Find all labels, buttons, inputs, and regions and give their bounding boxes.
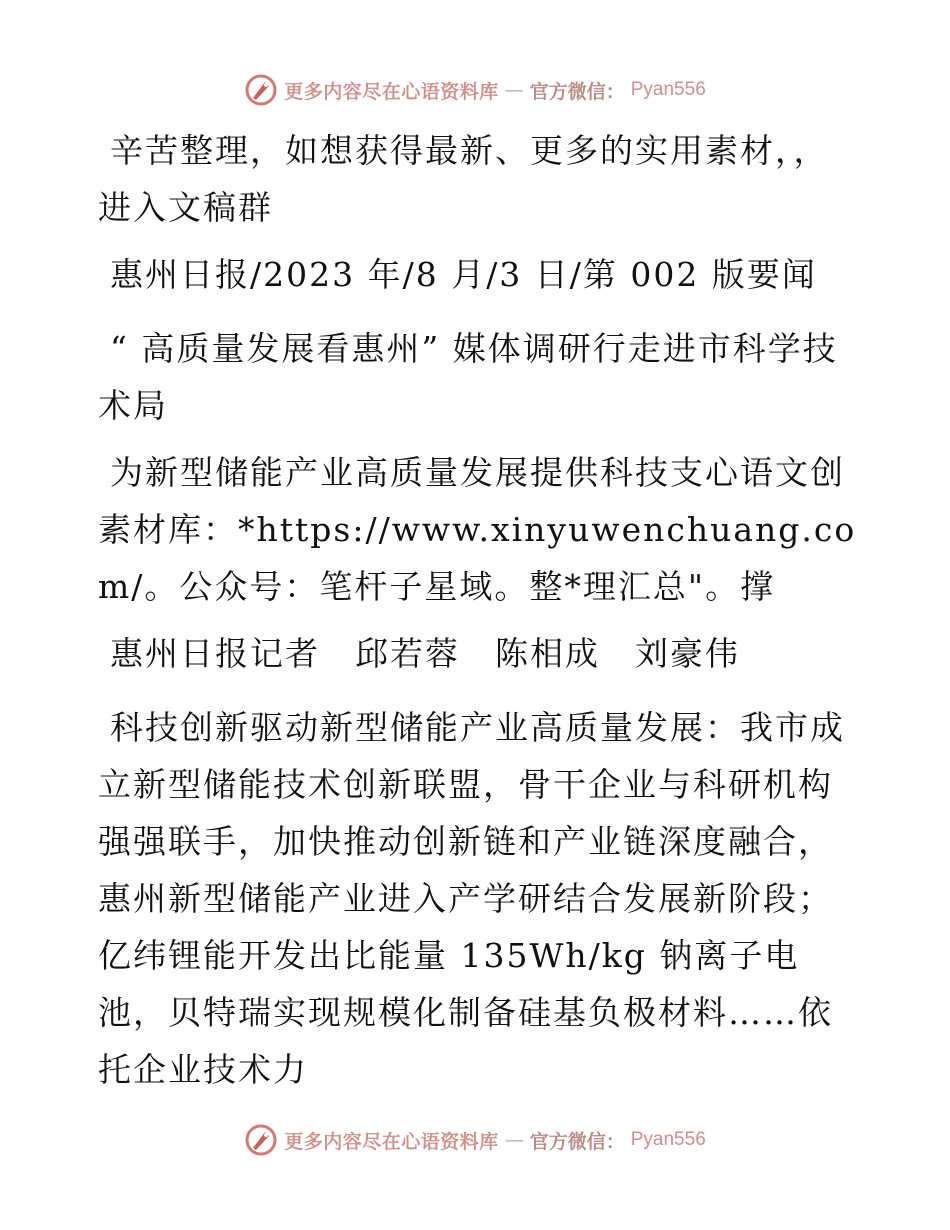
watermark-separator: — (504, 79, 524, 101)
intro-paragraph: 辛苦整理，如想获得最新、更多的实用素材，，进入文稿群 (98, 131, 829, 227)
article-byline: 惠州日报记者 邱若蓉 陈相成 刘豪伟 (110, 634, 740, 673)
pen-nib-circle-icon (244, 73, 278, 107)
watermark-banner-bottom (0, 1120, 950, 1160)
source-line: 惠州日报/2023 年/8 月/3 日/第 002 版要闻 (110, 255, 817, 294)
article-body: 科技创新驱动新型储能产业高质量发展：我市成立新型储能技术创新联盟，骨干企业与科研机构强强联手，加快推动创新链和产业链深度融合，惠州新型储能产业进入产学研结合发展新阶段；亿纬锂能开发出比能量 135Wh/kg 钠离子电池，贝特瑞实现规模化制备硅基负极材料……依托企业技术力 (98, 708, 845, 1089)
article-subheadline: 为新型储能产业高质量发展提供科技支心语文创素材库：*https://www.xinyuwenchuang.com/。公众号：笔杆子星域。整*理汇总"。撑 (98, 453, 857, 606)
watermark-wechat-id: Pyan556 (630, 79, 706, 100)
watermark-wechat-label: 官方微信： (529, 1130, 625, 1153)
watermark-wechat-label: 官方微信： (529, 80, 625, 103)
watermark-separator: — (504, 1129, 524, 1151)
watermark-banner-top (0, 70, 950, 110)
pen-nib-circle-icon (244, 1123, 278, 1157)
watermark-site-text: 更多内容尽在心语资料库 (284, 1130, 499, 1153)
article-content (98, 122, 858, 1115)
article-headline: “ 高质量发展看惠州” 媒体调研行走进市科学技术局 (98, 329, 838, 425)
watermark-site-text: 更多内容尽在心语资料库 (284, 80, 499, 103)
watermark-wechat-id: Pyan556 (630, 1129, 706, 1150)
